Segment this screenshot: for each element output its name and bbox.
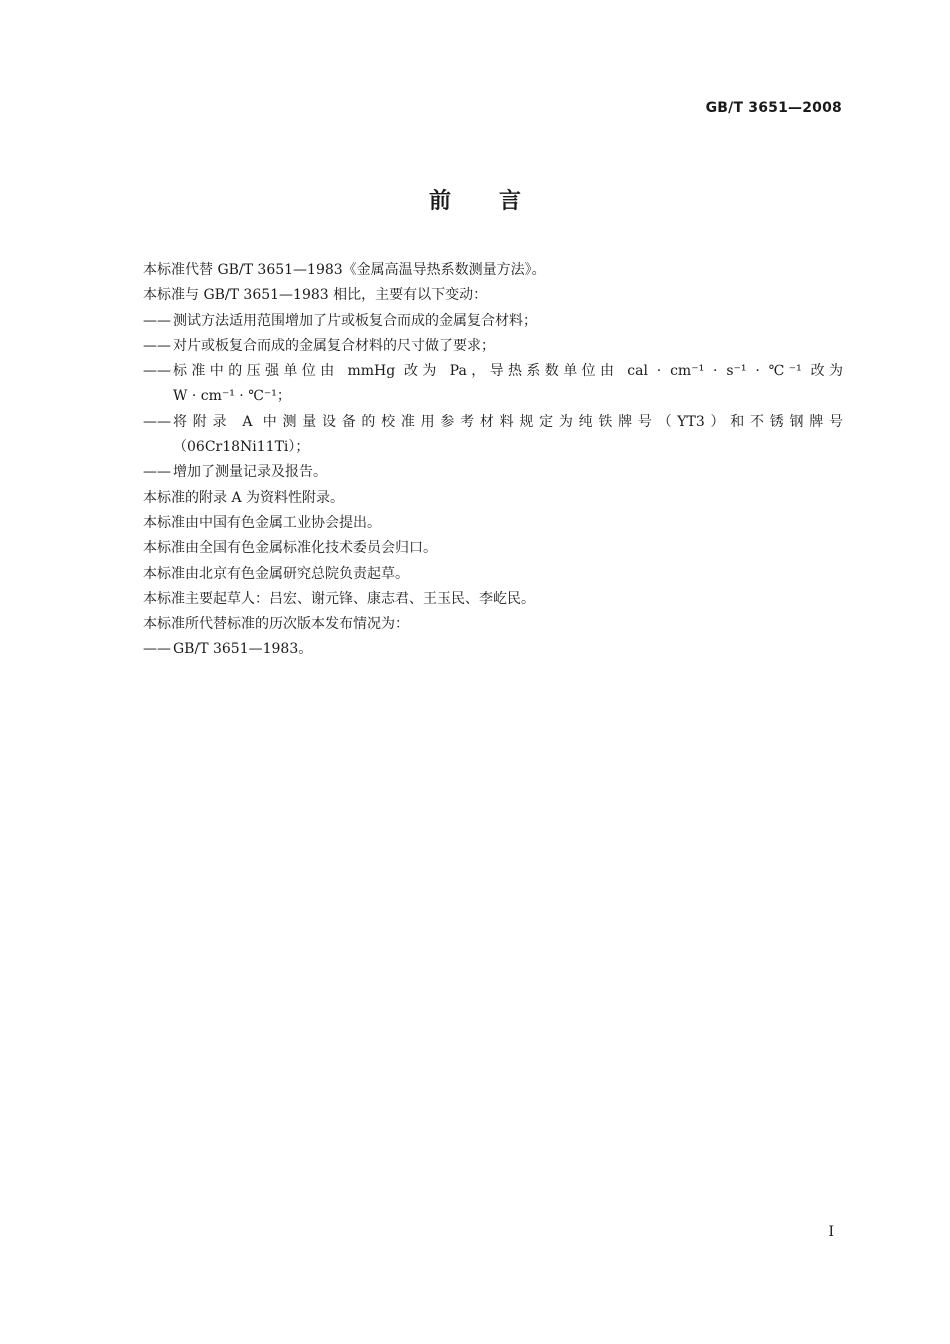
title-char-1: 前 [428, 189, 451, 214]
page-title [0, 184, 950, 215]
paragraph-history-intro: 本标准所代替标准的历次版本发布情况为： [143, 616, 409, 633]
dash-marker: —— [143, 641, 171, 658]
page-number: I [828, 1224, 834, 1240]
change-item-text-line1: 将附录 A 中测量设备的校准用参考材料规定为纯铁牌号（YT3）和不锈钢牌号 [173, 413, 843, 430]
change-item-text-line2: （06Cr18Ni11Ti）； [173, 439, 310, 456]
dash-marker: —— [143, 464, 171, 481]
change-item-scope [143, 309, 843, 334]
change-item-reference-materials [143, 410, 843, 461]
paragraph-changes-intro: 本标准与 GB/T 3651—1983 相比，主要有以下变动： [143, 287, 488, 304]
change-item-text: 测试方法适用范围增加了片或板复合而成的金属复合材料； [173, 312, 537, 329]
paragraph-drafters: 本标准主要起草人：吕宏、谢元锋、康志君、王玉民、李屹民。 [143, 590, 535, 607]
history-item [143, 637, 843, 662]
change-item-text-line2: W · cm⁻¹ · ℃⁻¹； [173, 388, 291, 405]
document-code: GB/T 3651—2008 [705, 100, 842, 116]
change-item-text: 对片或板复合而成的金属复合材料的尺寸做了要求； [173, 337, 495, 354]
dash-marker: —— [143, 413, 171, 430]
title-char-2: 言 [499, 189, 522, 214]
paragraph-committee: 本标准由全国有色金属标准化技术委员会归口。 [143, 540, 437, 557]
history-item-text: GB/T 3651—1983。 [173, 641, 313, 658]
change-item-units [143, 359, 843, 410]
dash-marker: —— [143, 337, 171, 354]
change-item-text-line1: 标准中的压强单位由 mmHg 改为 Pa，导热系数单位由 cal · cm⁻¹ · s⁻¹ · ℃⁻¹ 改为 [173, 363, 843, 380]
foreword-body [143, 258, 843, 663]
change-item-dimensions [143, 334, 843, 359]
paragraph-drafter-org: 本标准由北京有色金属研究总院负责起草。 [143, 565, 409, 582]
change-item-text: 增加了测量记录及报告。 [173, 464, 327, 481]
dash-marker: —— [143, 363, 171, 380]
paragraph-replaces: 本标准代替 GB/T 3651—1983《金属高温导热系数测量方法》。 [143, 262, 546, 278]
paragraph-appendix: 本标准的附录 A 为资料性附录。 [143, 489, 345, 506]
dash-marker: —— [143, 312, 171, 329]
change-item-report [143, 460, 843, 485]
paragraph-proposer: 本标准由中国有色金属工业协会提出。 [143, 514, 381, 531]
